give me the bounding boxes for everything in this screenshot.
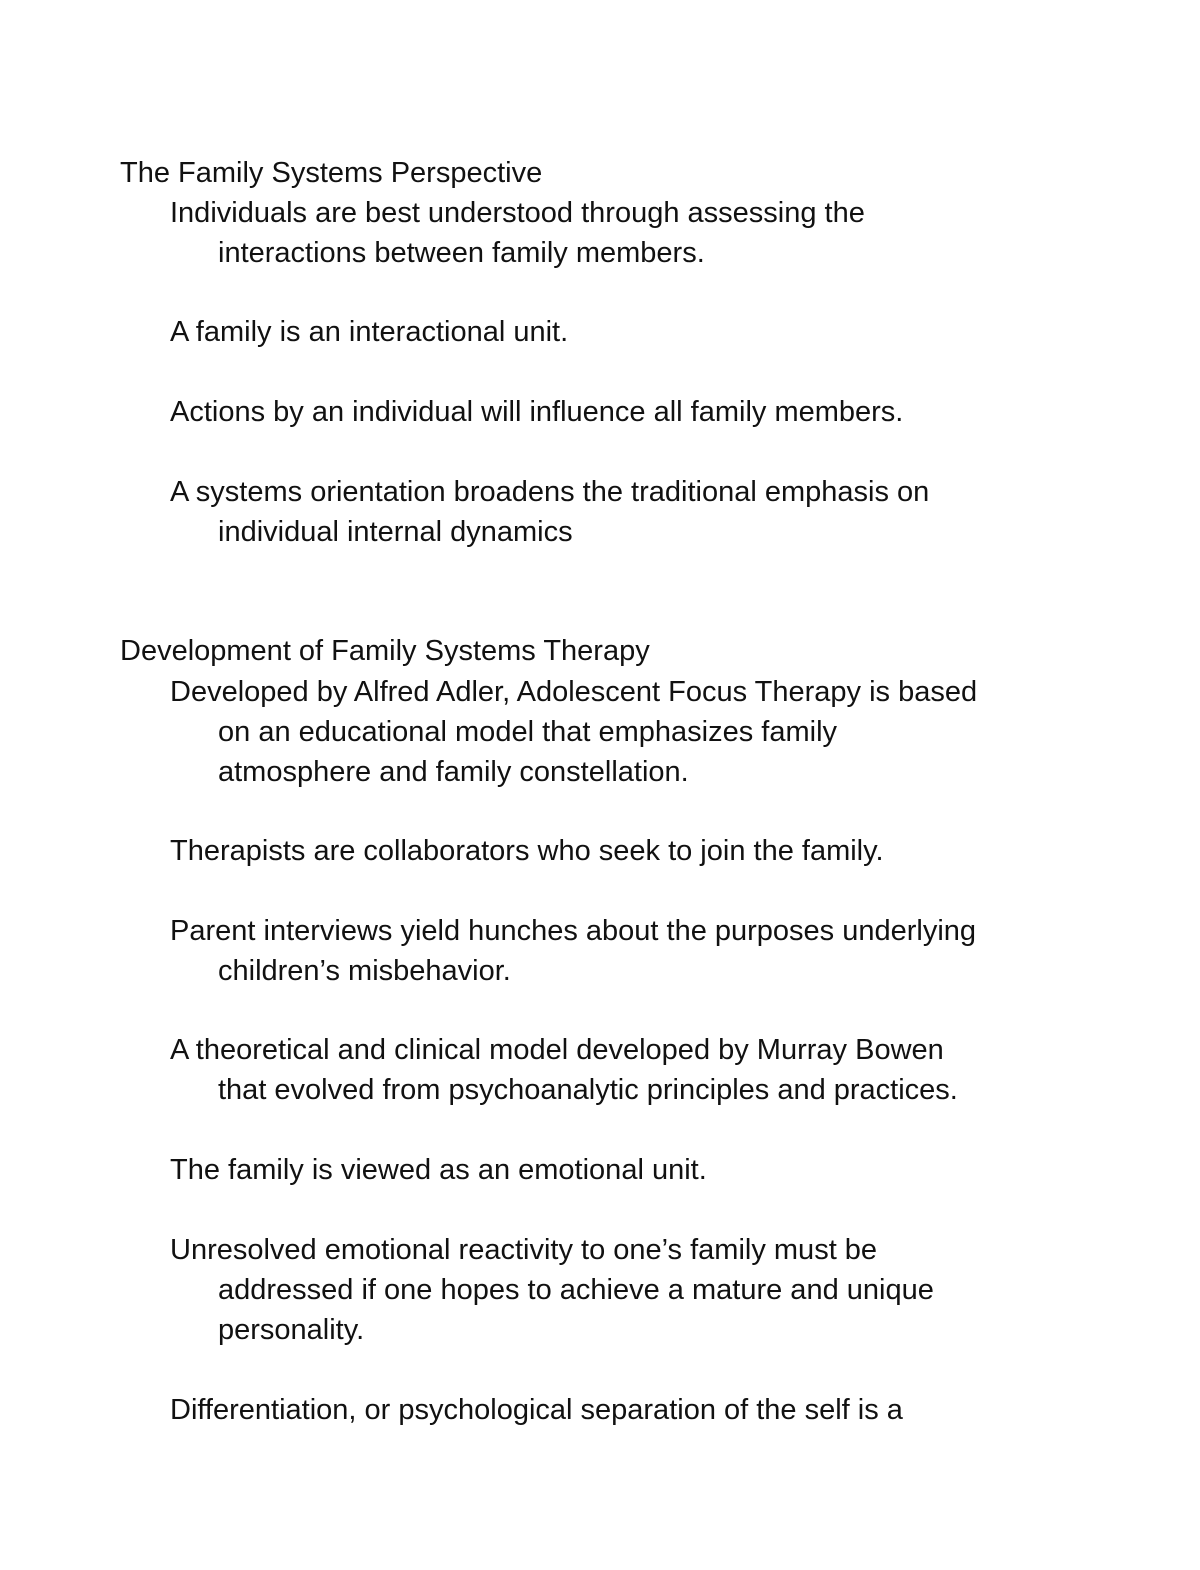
paragraph-line: A systems orientation broadens the traditional emphasis on	[170, 476, 930, 508]
paragraph-line: Parent interviews yield hunches about the purposes underlying	[170, 915, 977, 947]
paragraph-actions-influence	[170, 392, 903, 432]
paragraph-individuals-understood	[170, 193, 865, 273]
paragraph-line: addressed if one hopes to achieve a mature and unique	[218, 1274, 934, 1306]
paragraph-interactional-unit	[170, 312, 568, 352]
paragraph-line: Developed by Alfred Adler, Adolescent Focus Therapy is based	[170, 676, 978, 708]
paragraph-therapists-collaborators	[170, 831, 884, 871]
paragraph-line: A theoretical and clinical model developed by Murray Bowen	[170, 1034, 944, 1066]
paragraph-line: personality.	[218, 1314, 365, 1346]
paragraph-line: that evolved from psychoanalytic principles and practices.	[218, 1074, 958, 1106]
paragraph-line: on an educational model that emphasizes family	[218, 716, 838, 748]
paragraph-line: Unresolved emotional reactivity to one’s family must be	[170, 1234, 878, 1266]
paragraph-line: Therapists are collaborators who seek to join the family.	[170, 835, 884, 867]
paragraph-differentiation	[170, 1390, 903, 1430]
paragraph-line: Actions by an individual will influence all family members.	[170, 396, 904, 428]
paragraph-parent-interviews	[170, 911, 976, 991]
paragraph-alfred-adler	[170, 672, 977, 792]
section-heading-development-family-systems-therapy: Development of Family Systems Therapy	[120, 635, 650, 667]
paragraph-line: A family is an interactional unit.	[170, 316, 569, 348]
paragraph-systems-orientation	[170, 472, 929, 552]
paragraph-line: children’s misbehavior.	[218, 955, 511, 987]
paragraph-line: The family is viewed as an emotional unit.	[170, 1154, 707, 1186]
paragraph-line: Individuals are best understood through assessing the	[170, 197, 865, 229]
paragraph-line: Differentiation, or psychological separation of the self is a	[170, 1394, 903, 1426]
paragraph-line: individual internal dynamics	[218, 516, 573, 548]
paragraph-line: interactions between family members.	[218, 237, 705, 269]
paragraph-line: atmosphere and family constellation.	[218, 756, 689, 788]
paragraph-unresolved-reactivity	[170, 1230, 934, 1350]
section-heading-family-systems-perspective: The Family Systems Perspective	[120, 157, 543, 189]
paragraph-murray-bowen	[170, 1030, 958, 1110]
paragraph-emotional-unit	[170, 1150, 707, 1190]
